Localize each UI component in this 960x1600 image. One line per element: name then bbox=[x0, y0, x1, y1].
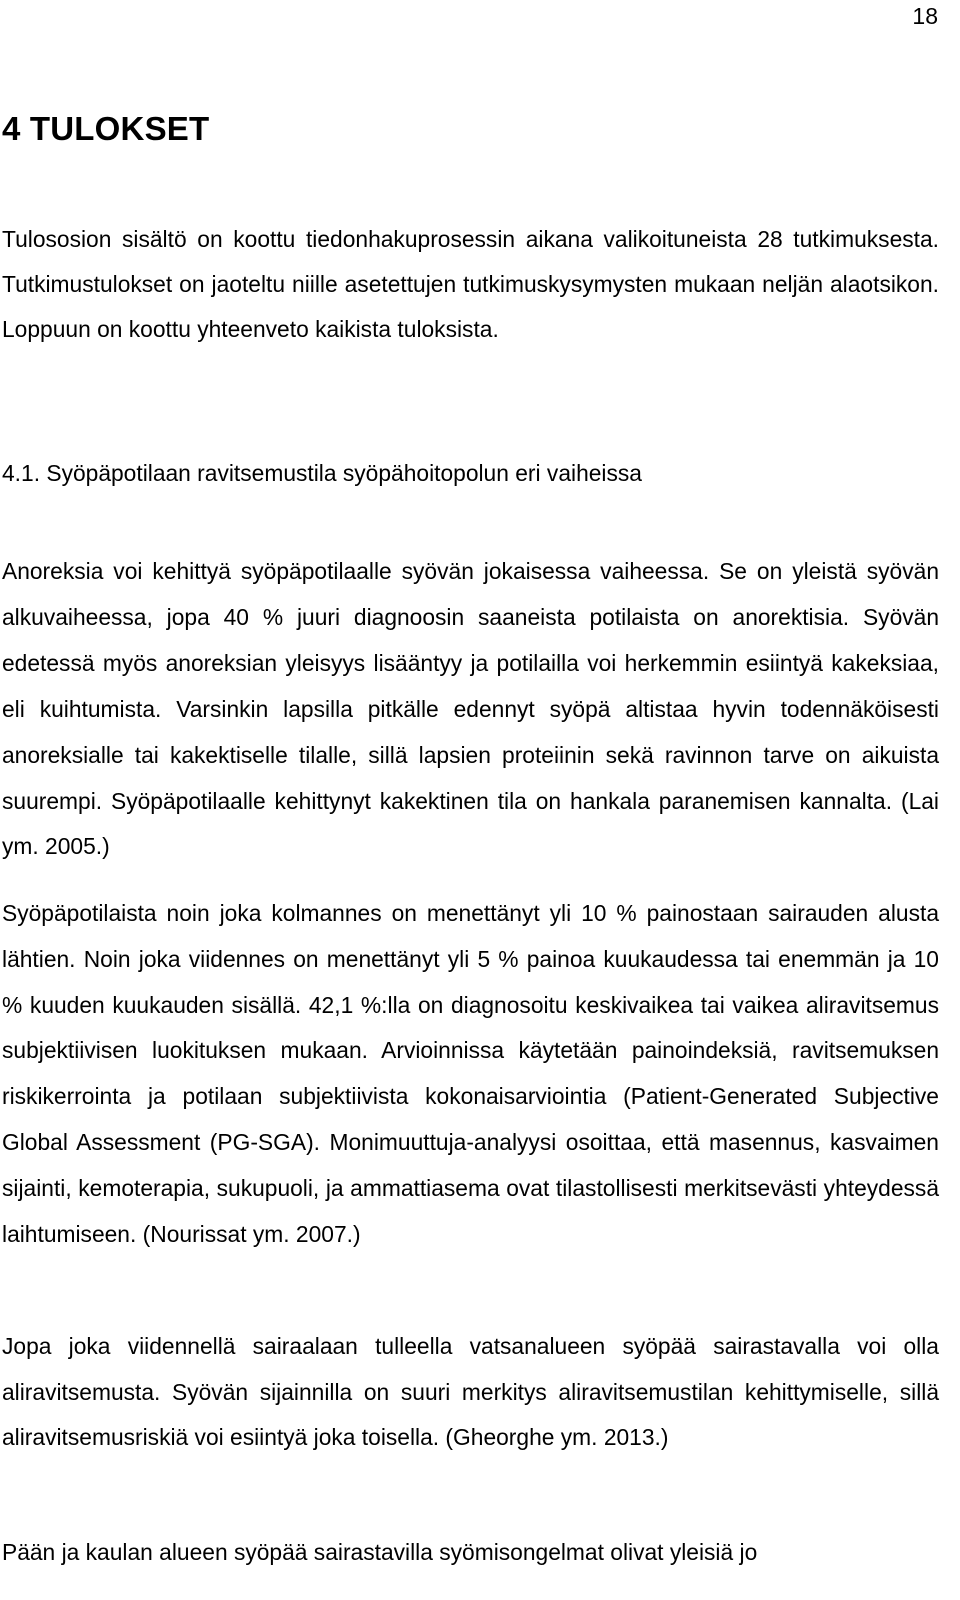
body-paragraph: Anoreksia voi kehittyä syöpäpotilaalle syövän jokaisessa vaiheessa. Se on yleistä syövän alkuvaiheessa, jopa 40 % juuri diagnoosin saaneista potilaista on anorektisia. Syövän edetessä myös anoreksian yleisyys lisääntyy ja potilailla voi herkemmin esiintyä kakeksiaa, eli kuihtumista. Varsinkin lapsilla pitkälle edennyt syöpä altistaa hyvin todennäköisesti anoreksialle tai kakektiselle tilalle, sillä lapsien proteiinin sekä ravinnon tarve on aikuista suurempi. Syöpäpotilaalle kehittynyt kakektinen tila on hankala paranemisen kannalta. (Lai ym. 2005.) bbox=[2, 558, 939, 860]
section-heading: 4.1. Syöpäpotilaan ravitsemustila syöpähoitopolun eri vaiheissa bbox=[2, 460, 642, 486]
body-paragraph: Jopa joka viidennellä sairaalaan tulleella vatsanalueen syöpää sairastavalla voi olla aliravitsemusta. Syövän sijainnilla on suuri merkitys aliravitsemustilan kehittymiselle, sillä aliravitsemusriskiä voi esiintyä joka toisella. (Gheorghe ym. 2013.) bbox=[2, 1333, 939, 1451]
chapter-title: 4 TULOKSET bbox=[2, 110, 210, 147]
body-paragraph: Syöpäpotilaista noin joka kolmannes on menettänyt yli 10 % painostaan sairauden alusta lähtien. Noin joka viidennes on menettänyt yli 5 % painoa kuukaudessa tai enemmän ja 10 % kuuden kuukauden sisällä. 42,1 %:lla on diagnosoitu keskivaikea tai vaikea aliravitsemus subjektiivisen luokituksen mukaan. Arvioinnissa käytetään painoindeksiä, ravitsemuksen riskikerrointa ja potilaan subjektiivista kokonaisarviointia (Patient-Generated Subjective Global Assessment (PG-SGA). Monimuuttuja-analyysi osoittaa, että masennus, kasvaimen sijainti, kemoterapia, sukupuoli, ja ammattiasema ovat tilastollisesti merkitsevästi yhteydessä laihtumiseen. (Nourissat ym. 2007.) bbox=[2, 900, 939, 1247]
body-paragraph: Pään ja kaulan alueen syöpää sairastavilla syömisongelmat olivat yleisiä jo bbox=[2, 1539, 758, 1565]
page-number: 18 bbox=[912, 3, 938, 29]
intro-paragraph: Tulososion sisältö on koottu tiedonhakuprosessin aikana valikoituneista 28 tutkimuksesta. Tutkimustulokset on jaoteltu niille asetettujen tutkimuskysymysten mukaan neljän alaotsikon. Loppuun on koottu yhteenveto kaikista tuloksista. bbox=[2, 226, 939, 342]
